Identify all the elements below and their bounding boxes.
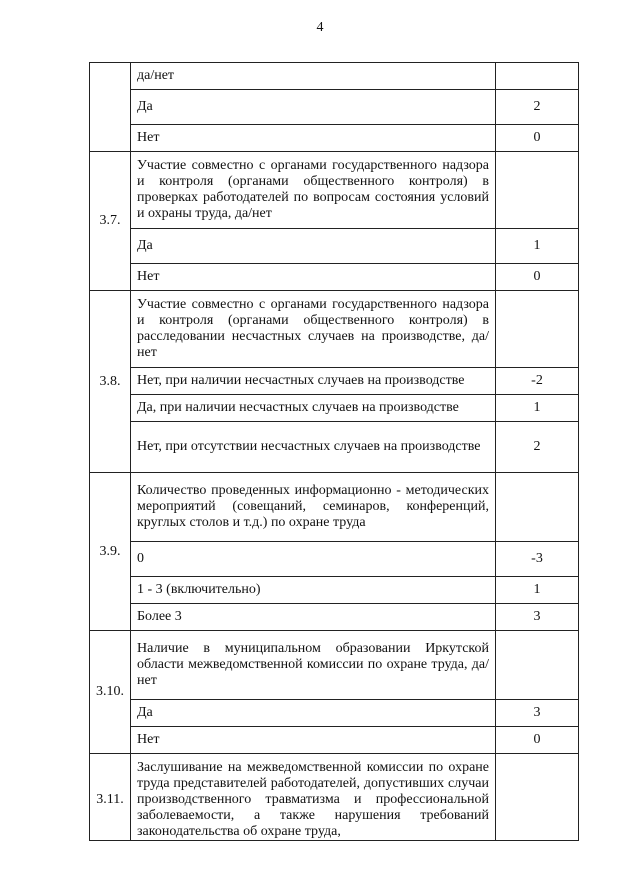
criterion-text: Заслушивание на межведомственной комиссии по охране труда представителей работодателей, допустивших случаи производственного травматизма и профессиональной заболеваемости, а также нарушения требований законодательства об охране труда, xyxy=(131,754,496,841)
score-value xyxy=(496,631,579,700)
criterion-text: Да xyxy=(131,90,496,125)
score-value: 3 xyxy=(496,604,579,631)
item-number: 3.10. xyxy=(90,631,131,754)
table-row xyxy=(90,700,579,727)
score-value: 0 xyxy=(496,264,579,291)
criterion-text: Нет, при отсутствии несчастных случаев на производстве xyxy=(131,422,496,473)
table-row xyxy=(90,125,579,152)
table-row xyxy=(90,395,579,422)
table-row xyxy=(90,473,579,542)
item-number: 3.7. xyxy=(90,152,131,291)
page-number: 4 xyxy=(316,20,324,35)
table-row xyxy=(90,754,579,841)
table-row xyxy=(90,604,579,631)
table-row xyxy=(90,90,579,125)
criterion-text: Да, при наличии несчастных случаев на производстве xyxy=(131,395,496,422)
item-number: 3.8. xyxy=(90,291,131,473)
table-row xyxy=(90,368,579,395)
score-value: -2 xyxy=(496,368,579,395)
score-value: 1 xyxy=(496,395,579,422)
criterion-text: да/нет xyxy=(131,63,496,90)
table-row xyxy=(90,229,579,264)
score-value xyxy=(496,152,579,229)
score-value xyxy=(496,473,579,542)
criterion-text: Участие совместно с органами государственного надзора и контроля (органами общественного контроля) в проверках работодателей по вопросам состояния условий и охраны труда, да/нет xyxy=(131,152,496,229)
table-row xyxy=(90,577,579,604)
score-value: 3 xyxy=(496,700,579,727)
score-value: 1 xyxy=(496,229,579,264)
criterion-text: Да xyxy=(131,700,496,727)
criterion-text: Наличие в муниципальном образовании Иркутской области межведомственной комиссии по охране труда, да/нет xyxy=(131,631,496,700)
score-value: 2 xyxy=(496,422,579,473)
table-row xyxy=(90,542,579,577)
criteria-table xyxy=(89,62,579,841)
item-number-cell xyxy=(90,63,131,152)
criterion-text: 0 xyxy=(131,542,496,577)
table-row xyxy=(90,727,579,754)
item-number: 3.11. xyxy=(90,754,131,841)
table-row xyxy=(90,152,579,229)
criterion-text: Нет xyxy=(131,125,496,152)
criterion-text: Нет xyxy=(131,264,496,291)
criterion-text: Более 3 xyxy=(131,604,496,631)
score-value: 2 xyxy=(496,90,579,125)
table-row xyxy=(90,291,579,368)
criterion-text: Нет xyxy=(131,727,496,754)
criterion-text: Участие совместно с органами государственного надзора и контроля (органами общественного контроля) в расследовании несчастных случаев на производстве, да/нет xyxy=(131,291,496,368)
item-number: 3.9. xyxy=(90,473,131,631)
score-value: 0 xyxy=(496,125,579,152)
score-value: -3 xyxy=(496,542,579,577)
table-row xyxy=(90,63,579,90)
table-row xyxy=(90,631,579,700)
score-value xyxy=(496,291,579,368)
table-row xyxy=(90,264,579,291)
criterion-text: Да xyxy=(131,229,496,264)
score-value xyxy=(496,63,579,90)
criterion-text: Нет, при наличии несчастных случаев на производстве xyxy=(131,368,496,395)
score-value: 1 xyxy=(496,577,579,604)
criterion-text: Количество проведенных информационно - методических мероприятий (совещаний, семинаров, конференций, круглых столов и т.д.) по охране труда xyxy=(131,473,496,542)
table-row xyxy=(90,422,579,473)
score-value: 0 xyxy=(496,727,579,754)
criterion-text: 1 - 3 (включительно) xyxy=(131,577,496,604)
score-value xyxy=(496,754,579,841)
